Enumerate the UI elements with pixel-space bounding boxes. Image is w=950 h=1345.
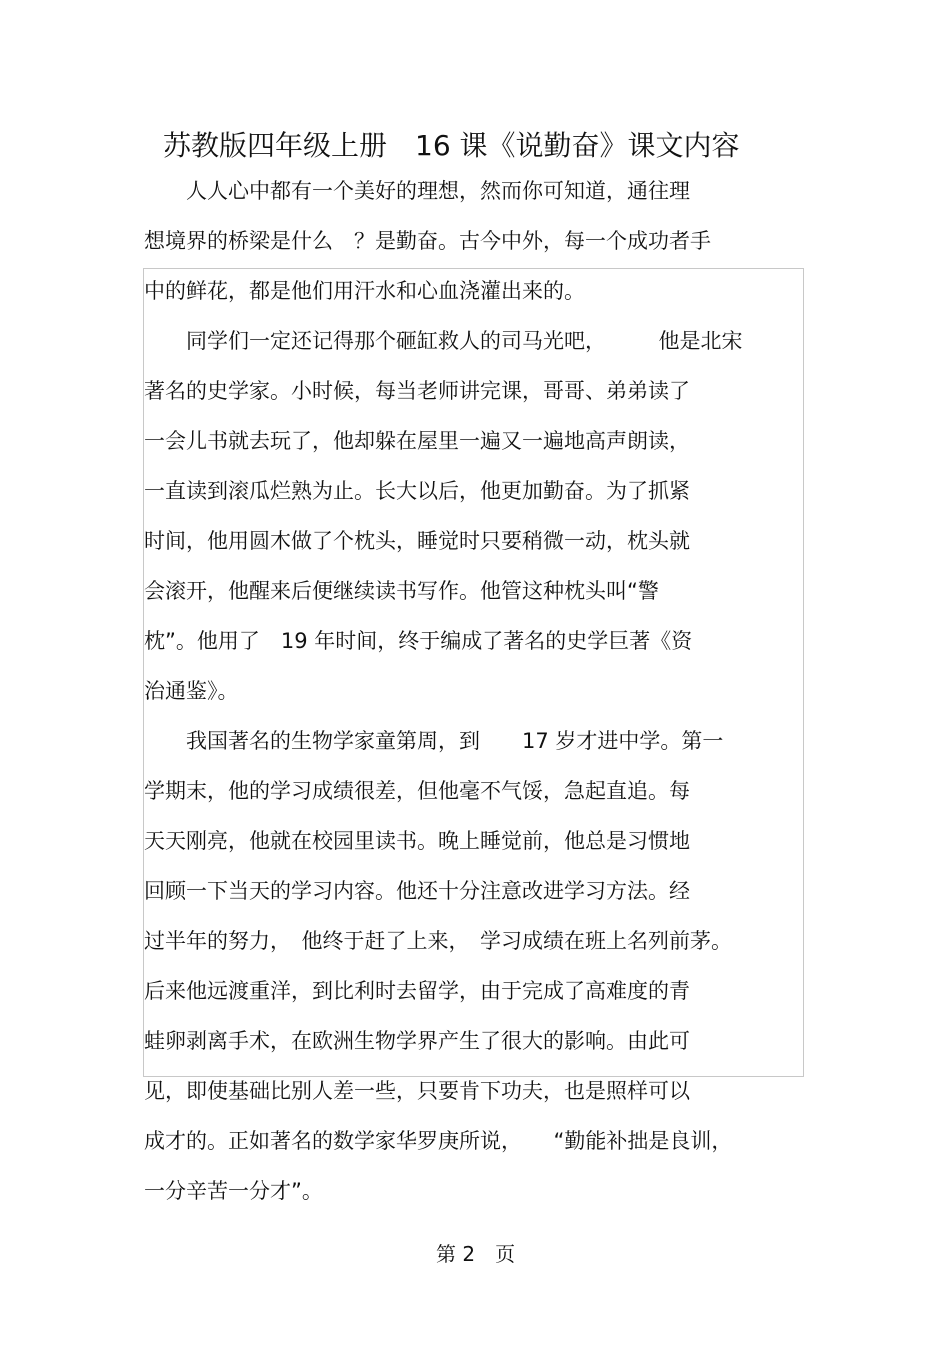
text-line: 枕”。他用了 19 年时间，终于编成了著名的史学巨著《资 (144, 629, 693, 653)
text-line: 会滚开，他醒来后便继续读书写作。他管这种枕头叫“警 (144, 579, 659, 603)
text-line: 学期末，他的学习成绩很差，但他毫不气馁，急起直追。每 (144, 779, 690, 803)
text-line: 想境界的桥梁是什么 ？是勤奋。古今中外，每一个成功者手 (144, 229, 711, 253)
text-line: 回顾一下当天的学习内容。他还十分注意改进学习方法。经 (144, 879, 690, 903)
page-title: 苏教版四年级上册 16 课《说勤奋》课文内容 (163, 129, 740, 162)
text-line: 我国著名的生物学家童第周，到 17 岁才进中学。第一 (144, 729, 724, 753)
text-line: 治通鉴》。 (144, 679, 239, 703)
text-line: 同学们一定还记得那个砸缸救人的司马光吧， 他是北宋 (144, 329, 743, 353)
text-line: 蛙卵剥离手术，在欧洲生物学界产生了很大的影响。由此可 (144, 1029, 690, 1053)
text-line: 后来他远渡重洋，到比利时去留学，由于完成了高难度的青 (144, 979, 690, 1003)
text-line: 成才的。正如著名的数学家华罗庚所说， “勤能补拙是良训， (144, 1129, 733, 1153)
text-line: 著名的史学家。小时候，每当老师讲完课，哥哥、弟弟读了 (144, 379, 690, 403)
text-line: 一分辛苦一分才”。 (144, 1179, 323, 1203)
text-line: 时间，他用圆木做了个枕头，睡觉时只要稍微一动，枕头就 (144, 529, 690, 553)
text-line: 中的鲜花，都是他们用汗水和心血浇灌出来的。 (144, 279, 585, 303)
text-line: 人人心中都有一个美好的理想，然而你可知道，通往理 (144, 179, 690, 203)
text-line: 见，即使基础比别人差一些，只要肯下功夫，也是照样可以 (144, 1079, 690, 1103)
text-line: 过半年的努力， 他终于赶了上来， 学习成绩在班上名列前茅。 (144, 929, 732, 953)
text-line: 一直读到滚瓜烂熟为止。长大以后，他更加勤奋。为了抓紧 (144, 479, 690, 503)
text-line: 一会儿书就去玩了，他却躲在屋里一遍又一遍地高声朗读， (144, 429, 690, 453)
page-number: 第 2 页 (436, 1242, 516, 1266)
text-line: 天天刚亮，他就在校园里读书。晚上睡觉前，他总是习惯地 (144, 829, 690, 853)
